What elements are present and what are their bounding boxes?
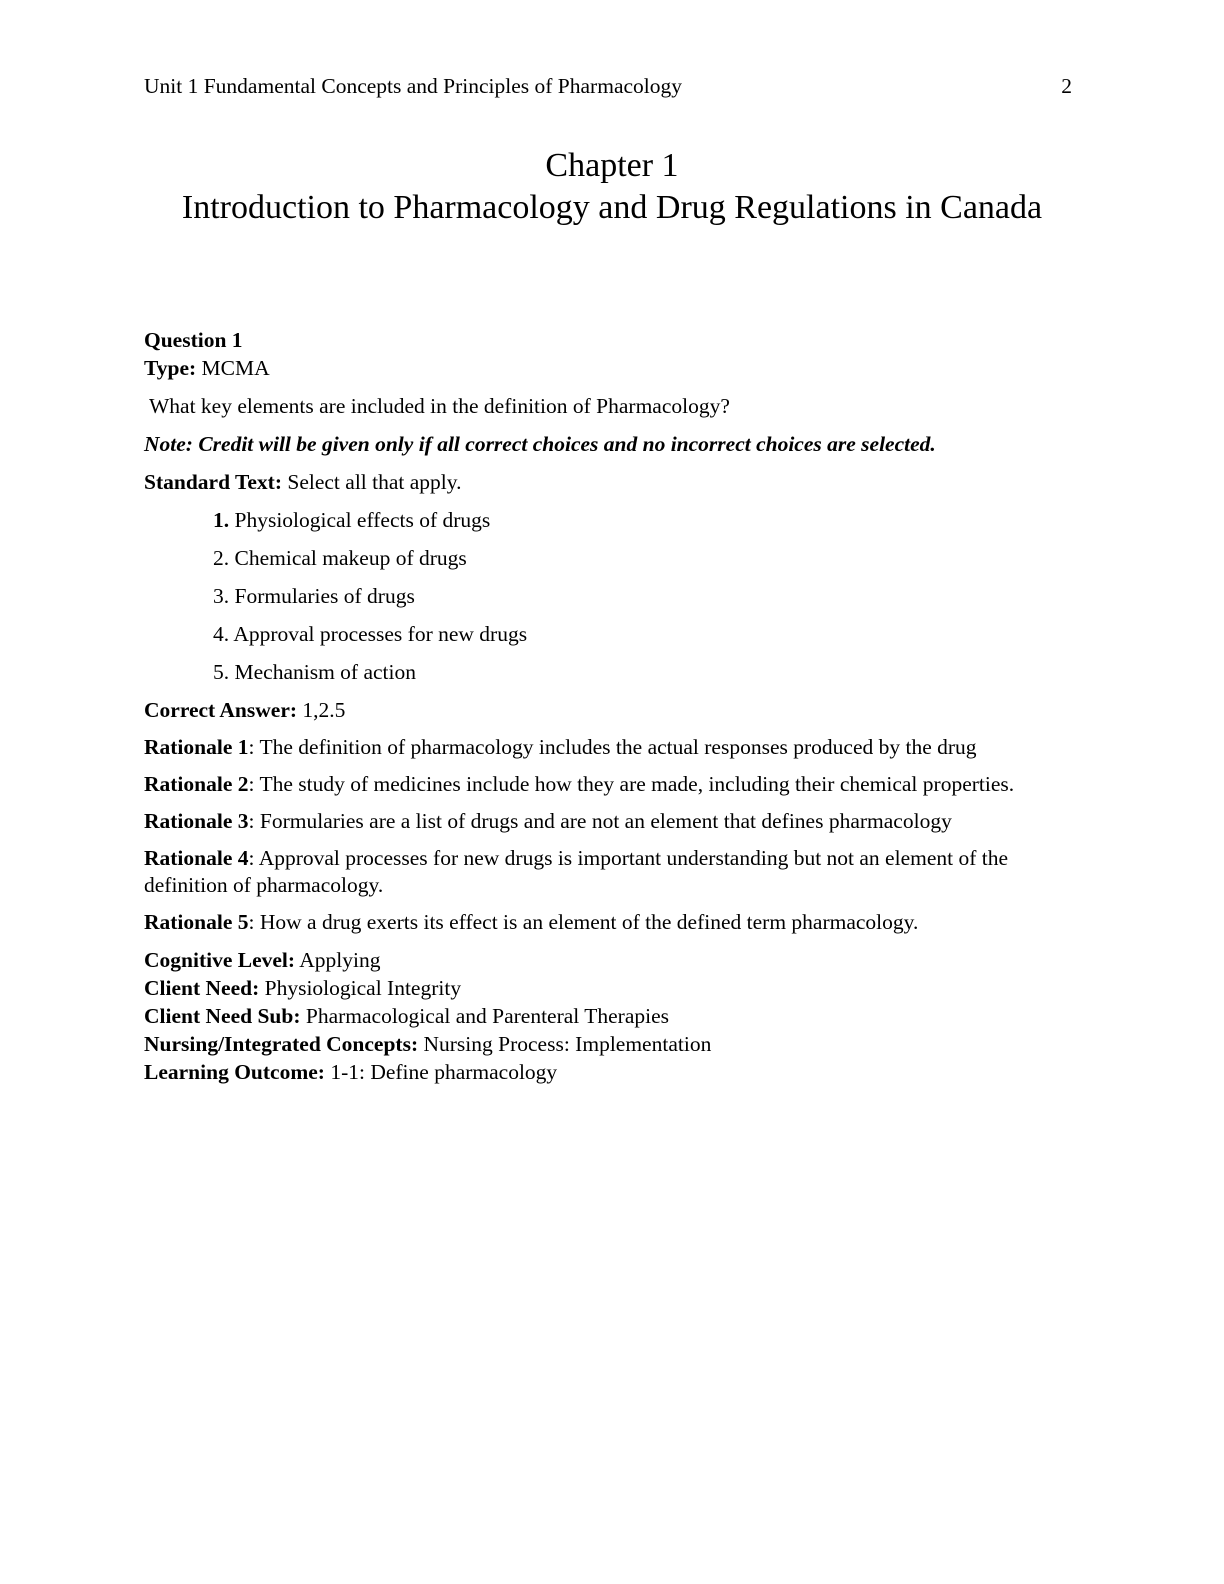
- question-block: [144, 326, 1074, 1086]
- answer-option: [213, 544, 1074, 572]
- question-stem: What key elements are included in the definition of Pharmacology?: [149, 394, 730, 418]
- standard-text-value: Select all that apply.: [287, 470, 462, 494]
- page-number: 2: [1061, 74, 1072, 98]
- rationale: Rationale 3: Formularies are a list of drugs and are not an element that defines pharmacology: [144, 809, 952, 833]
- correct-answer-value: 1,2.5: [302, 698, 346, 722]
- correct-answer: [144, 696, 1074, 724]
- option-text: Chemical makeup of drugs: [234, 546, 467, 570]
- running-header: [144, 72, 1072, 100]
- answer-option: [213, 620, 1074, 648]
- rationale-text: Formularies are a list of drugs and are not an element that defines pharmacology: [259, 809, 952, 833]
- metadata-label: Learning Outcome:: [144, 1060, 325, 1084]
- metadata-client-need: [144, 974, 1074, 1002]
- metadata-label: Cognitive Level:: [144, 948, 296, 972]
- rationale: Rationale 1: The definition of pharmacology includes the actual responses produced by the drug: [144, 735, 977, 759]
- answer-option: [213, 506, 1074, 534]
- answer-option: [213, 658, 1074, 686]
- question-type: [144, 354, 1074, 382]
- chapter-heading: [0, 145, 1224, 229]
- option-text: Approval processes for new drugs: [233, 622, 528, 646]
- option-number: 1.: [213, 508, 230, 532]
- rationale-label: Rationale 1: [144, 735, 249, 759]
- question-type-value: MCMA: [201, 356, 270, 380]
- chapter-number: Chapter 1: [545, 147, 679, 184]
- question-type-label: Type:: [144, 356, 197, 380]
- rationale: Rationale 4: Approval processes for new drugs is important understanding but not an element of the definition of pharmacology.: [144, 846, 1009, 897]
- metadata-label: Client Need:: [144, 976, 260, 1000]
- metadata-label: Nursing/Integrated Concepts:: [144, 1032, 419, 1056]
- option-text: Mechanism of action: [234, 660, 417, 684]
- chapter-title: Introduction to Pharmacology and Drug Regulations in Canada: [181, 189, 1043, 226]
- rationale-text: The study of medicines include how they are made, including their chemical properties.: [259, 772, 1015, 796]
- option-text: Formularies of drugs: [234, 584, 415, 608]
- running-title: Unit 1 Fundamental Concepts and Principles of Pharmacology: [144, 74, 683, 98]
- rationale-text: Approval processes for new drugs is important understanding but not an element of the definition of pharmacology.: [144, 846, 1009, 897]
- metadata-value: Physiological Integrity: [264, 976, 462, 1000]
- rationale-label: Rationale 5: [144, 910, 249, 934]
- rationale-text: How a drug exerts its effect is an element of the defined term pharmacology.: [259, 910, 919, 934]
- rationale-label: Rationale 4: [144, 846, 249, 870]
- metadata-label: Client Need Sub:: [144, 1004, 301, 1028]
- metadata-client-need-sub: [144, 1002, 1074, 1030]
- question-title: Question 1: [144, 328, 243, 352]
- metadata-cognitive-level: [144, 946, 1074, 974]
- standard-text: [144, 468, 1074, 496]
- rationale-text: The definition of pharmacology includes the actual responses produced by the drug: [259, 735, 977, 759]
- question-note: Note: Credit will be given only if all correct choices and no incorrect choices are selected.: [144, 432, 936, 456]
- metadata-value: 1-1: Define pharmacology: [330, 1060, 558, 1084]
- rationale-label: Rationale 2: [144, 772, 249, 796]
- option-number: 4.: [213, 622, 230, 646]
- metadata-value: Nursing Process: Implementation: [423, 1032, 712, 1056]
- rationale: Rationale 2: The study of medicines include how they are made, including their chemical properties.: [144, 772, 1015, 796]
- option-number: 3.: [213, 584, 230, 608]
- metadata-nursing-concepts: [144, 1030, 1074, 1058]
- metadata-value: Pharmacological and Parenteral Therapies: [305, 1004, 670, 1028]
- metadata-learning-outcome: [144, 1058, 1074, 1086]
- option-number: 2.: [213, 546, 230, 570]
- question-metadata: [144, 946, 1074, 1086]
- correct-answer-label: Correct Answer:: [144, 698, 298, 722]
- rationale-label: Rationale 3: [144, 809, 249, 833]
- metadata-value: Applying: [299, 948, 381, 972]
- answer-option: [213, 582, 1074, 610]
- standard-text-label: Standard Text:: [144, 470, 282, 494]
- rationale: Rationale 5: How a drug exerts its effect is an element of the defined term pharmacology.: [144, 910, 919, 934]
- option-number: 5.: [213, 660, 230, 684]
- option-text: Physiological effects of drugs: [234, 508, 491, 532]
- answer-options: [213, 506, 1074, 686]
